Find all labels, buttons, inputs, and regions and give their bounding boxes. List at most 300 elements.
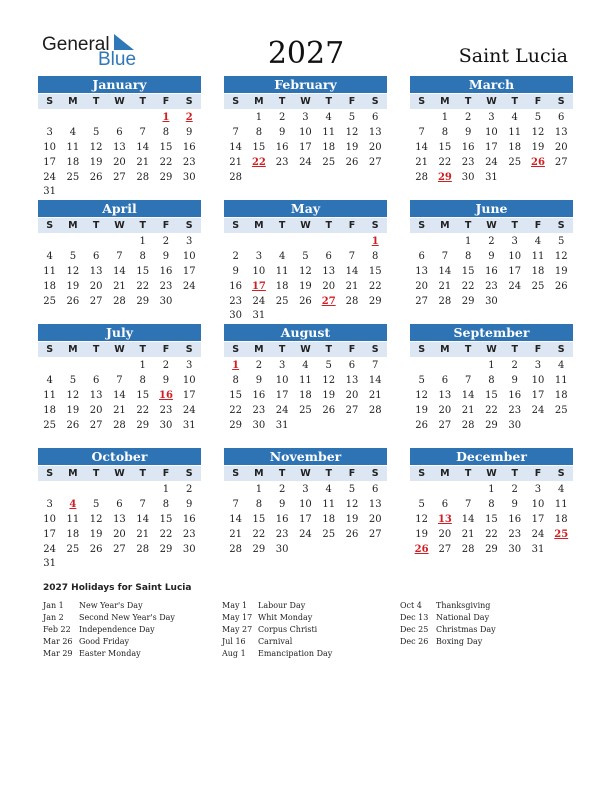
holiday-day-cell: 26: [414, 543, 429, 555]
day-cell: 30: [159, 419, 173, 431]
day-cell: 28: [229, 171, 242, 183]
day-cell: 24: [531, 404, 545, 416]
day-cell: 16: [182, 513, 196, 525]
day-cell: 30: [182, 171, 196, 183]
day-cell: 13: [345, 374, 359, 386]
day-cell: 14: [136, 141, 150, 153]
day-cell: 22: [438, 156, 452, 168]
day-cell: 30: [508, 419, 522, 431]
day-cell: 22: [368, 280, 382, 292]
month-february: [224, 76, 387, 184]
holiday-entry: [400, 612, 496, 624]
day-cell: 29: [485, 419, 498, 431]
blank-cell: [131, 110, 154, 125]
day-cell: 5: [558, 236, 565, 247]
day-cell: 16: [508, 389, 522, 401]
day-cell: 29: [229, 419, 242, 431]
day-cell: 13: [368, 498, 382, 510]
day-cell: 22: [229, 404, 242, 416]
holiday-day-cell: 25: [554, 528, 569, 540]
month-july: [38, 324, 201, 432]
day-cell: 25: [508, 156, 522, 168]
day-cell: 28: [136, 171, 150, 183]
day-cell: 24: [508, 280, 522, 292]
day-cell: 11: [322, 498, 336, 510]
month-title: December: [410, 448, 573, 465]
day-cell: 6: [92, 250, 100, 262]
day-cell: 2: [162, 360, 170, 371]
day-cell: 26: [89, 543, 103, 555]
weekday-label: T: [325, 344, 332, 355]
day-cell: 29: [485, 543, 498, 555]
day-cell: 28: [415, 171, 428, 183]
day-cell: 18: [531, 265, 545, 277]
day-cell: 9: [278, 498, 286, 510]
weekday-label: F: [348, 468, 356, 479]
day-cell: 6: [325, 250, 332, 262]
day-cell: 5: [92, 126, 100, 138]
holiday-column: [222, 600, 332, 660]
weekday-header: [224, 94, 387, 109]
day-cell: 18: [322, 513, 336, 525]
holiday-entry: [222, 624, 332, 636]
day-cell: 13: [89, 265, 103, 277]
weekday-label: W: [300, 96, 311, 107]
calendar-year: 2027: [267, 36, 345, 71]
holiday-date: May 17: [222, 613, 253, 622]
day-cell: 17: [531, 513, 545, 525]
day-cell: 22: [461, 280, 475, 292]
day-cell: 1: [441, 112, 449, 123]
month-title: October: [38, 448, 201, 465]
day-cell: 30: [508, 543, 522, 555]
day-cell: 30: [252, 419, 266, 431]
holiday-name: Emancipation Day: [258, 649, 333, 658]
day-cell: 9: [186, 498, 193, 510]
day-cell: 23: [229, 295, 242, 307]
day-cell: 23: [159, 404, 173, 416]
day-cell: 3: [186, 360, 193, 371]
day-cell: 4: [325, 484, 332, 495]
day-cell: 13: [438, 389, 452, 401]
weekday-header: [224, 342, 387, 357]
day-cell: 1: [139, 360, 146, 371]
weekday-label: T: [278, 344, 286, 355]
weekday-label: W: [114, 96, 125, 107]
day-cell: 21: [136, 528, 150, 540]
day-cell: 30: [159, 295, 173, 307]
holiday-day-cell: 17: [251, 280, 266, 292]
day-cell: 21: [461, 404, 475, 416]
day-cell: 19: [415, 528, 428, 540]
weekday-label: S: [46, 344, 54, 355]
day-cell: 15: [485, 389, 498, 401]
blank-cell: [224, 482, 247, 497]
day-cell: 17: [182, 265, 196, 277]
day-cell: 7: [464, 498, 472, 510]
day-cell: 16: [508, 513, 522, 525]
day-cell: 19: [322, 389, 336, 401]
day-cell: 27: [368, 156, 382, 168]
weekday-label: T: [139, 96, 146, 107]
day-cell: 28: [113, 295, 126, 307]
day-cell: 23: [159, 280, 173, 292]
day-cell: 25: [43, 295, 56, 307]
day-cell: 2: [511, 360, 518, 371]
day-cell: 16: [275, 141, 289, 153]
holiday-column: [400, 600, 496, 648]
day-cell: 24: [252, 295, 266, 307]
blank-cell: [433, 234, 456, 249]
day-cell: 22: [485, 404, 498, 416]
day-cell: 18: [43, 404, 56, 416]
day-cell: 11: [554, 498, 568, 510]
day-cell: 3: [46, 498, 53, 510]
holiday-date: Aug 1: [222, 649, 246, 658]
day-cell: 31: [43, 558, 56, 570]
month-title: February: [224, 76, 387, 93]
day-cell: 10: [43, 513, 56, 525]
weekday-header: [38, 94, 201, 109]
day-cell: 25: [275, 295, 289, 307]
blank-cell: [224, 110, 247, 125]
day-cell: 8: [488, 374, 495, 386]
weekday-header: [38, 466, 201, 481]
day-grid: [224, 482, 387, 556]
day-cell: 6: [348, 360, 356, 371]
day-cell: 29: [159, 543, 173, 555]
day-cell: 20: [438, 404, 452, 416]
day-grid: [38, 234, 201, 308]
day-cell: 20: [554, 141, 568, 153]
weekday-label: S: [185, 96, 193, 107]
day-cell: 2: [511, 484, 518, 495]
day-cell: 3: [534, 360, 542, 371]
weekday-header: [224, 466, 387, 481]
day-cell: 27: [368, 528, 382, 540]
day-cell: 6: [372, 484, 379, 495]
blank-cell: [294, 234, 317, 249]
day-cell: 11: [66, 513, 80, 525]
day-cell: 3: [488, 112, 495, 123]
day-cell: 4: [302, 360, 309, 371]
day-cell: 5: [302, 250, 309, 262]
day-grid: [410, 482, 573, 556]
day-cell: 17: [275, 389, 289, 401]
day-cell: 17: [43, 156, 56, 168]
day-cell: 2: [186, 484, 193, 495]
day-cell: 23: [252, 404, 266, 416]
month-title: January: [38, 76, 201, 93]
day-cell: 11: [508, 126, 522, 138]
blank-cell: [85, 482, 108, 497]
day-cell: 27: [438, 543, 452, 555]
day-cell: 26: [554, 280, 568, 292]
month-january: [38, 76, 201, 199]
day-cell: 17: [299, 141, 312, 153]
holiday-name: Whit Monday: [258, 613, 313, 622]
month-october: [38, 448, 201, 571]
day-cell: 11: [531, 250, 545, 262]
day-cell: 28: [461, 543, 475, 555]
blank-cell: [61, 358, 84, 373]
day-cell: 15: [461, 265, 475, 277]
day-cell: 20: [113, 528, 126, 540]
day-cell: 4: [325, 112, 332, 123]
day-cell: 21: [113, 404, 126, 416]
weekday-label: T: [464, 96, 472, 107]
holiday-entry: [43, 636, 175, 648]
day-cell: 18: [554, 513, 568, 525]
day-cell: 8: [255, 498, 263, 510]
day-cell: 18: [508, 141, 522, 153]
weekday-label: S: [418, 96, 426, 107]
holiday-entry: [400, 624, 496, 636]
country-name: Saint Lucia: [458, 45, 568, 67]
day-grid: [224, 234, 387, 323]
day-grid: [38, 110, 201, 199]
day-cell: 6: [116, 126, 123, 138]
day-cell: 1: [464, 236, 472, 247]
blank-cell: [108, 482, 131, 497]
day-cell: 15: [229, 389, 242, 401]
day-cell: 2: [278, 484, 286, 495]
blank-cell: [38, 110, 61, 125]
blank-cell: [85, 234, 108, 249]
weekday-header: [410, 466, 573, 481]
holiday-day-cell: 16: [159, 389, 173, 401]
weekday-label: W: [300, 344, 311, 355]
weekday-label: W: [300, 468, 311, 479]
day-cell: 24: [485, 156, 498, 168]
weekday-label: S: [46, 220, 54, 231]
holiday-date: Mar 29: [43, 649, 73, 658]
weekday-label: S: [371, 468, 379, 479]
day-cell: 9: [162, 374, 170, 386]
day-cell: 27: [89, 419, 103, 431]
weekday-label: W: [486, 96, 497, 107]
weekday-label: M: [68, 468, 78, 479]
holiday-entry: [222, 648, 332, 660]
day-cell: 14: [415, 141, 428, 153]
holiday-date: Oct 4: [400, 601, 422, 610]
day-cell: 15: [368, 265, 382, 277]
blank-cell: [224, 234, 247, 249]
holiday-day-cell: 1: [232, 360, 240, 371]
weekday-label: T: [278, 96, 286, 107]
day-cell: 17: [299, 513, 312, 525]
day-cell: 22: [136, 280, 150, 292]
month-title: March: [410, 76, 573, 93]
blank-cell: [457, 482, 480, 497]
day-cell: 30: [182, 543, 196, 555]
day-cell: 30: [461, 171, 475, 183]
day-cell: 9: [162, 250, 170, 262]
day-cell: 24: [182, 280, 196, 292]
day-cell: 18: [322, 141, 336, 153]
weekday-label: F: [534, 468, 542, 479]
day-cell: 14: [136, 513, 150, 525]
day-cell: 1: [255, 112, 263, 123]
day-cell: 21: [438, 280, 452, 292]
holiday-date: Feb 22: [43, 625, 71, 634]
day-cell: 5: [325, 360, 332, 371]
holiday-column: [43, 600, 175, 660]
blank-cell: [340, 234, 363, 249]
blank-cell: [108, 234, 131, 249]
day-cell: 6: [92, 374, 100, 386]
weekday-label: S: [232, 96, 240, 107]
day-cell: 3: [46, 126, 53, 138]
weekday-label: T: [92, 220, 100, 231]
day-cell: 22: [485, 528, 498, 540]
day-cell: 9: [255, 374, 263, 386]
day-cell: 20: [89, 280, 103, 292]
day-cell: 29: [136, 295, 150, 307]
day-cell: 7: [139, 126, 146, 138]
day-grid: [410, 110, 573, 184]
day-cell: 2: [232, 250, 239, 262]
blank-cell: [410, 234, 433, 249]
weekday-label: F: [162, 220, 170, 231]
day-cell: 12: [415, 513, 428, 525]
day-cell: 24: [43, 543, 56, 555]
holiday-date: Dec 26: [400, 637, 429, 646]
day-cell: 12: [66, 265, 80, 277]
day-cell: 5: [348, 484, 356, 495]
day-cell: 14: [438, 265, 452, 277]
day-cell: 26: [66, 419, 80, 431]
day-cell: 1: [488, 484, 495, 495]
day-cell: 1: [255, 484, 263, 495]
day-cell: 30: [229, 310, 242, 322]
holiday-date: Jul 16: [222, 637, 246, 646]
weekday-label: S: [418, 468, 426, 479]
blank-cell: [61, 482, 84, 497]
holiday-entry: [43, 600, 175, 612]
day-cell: 28: [229, 543, 242, 555]
weekday-label: T: [325, 220, 332, 231]
day-cell: 9: [488, 250, 495, 262]
blank-cell: [457, 358, 480, 373]
day-cell: 20: [368, 141, 382, 153]
day-cell: 20: [415, 280, 428, 292]
day-cell: 10: [43, 141, 56, 153]
day-cell: 9: [511, 374, 518, 386]
day-cell: 3: [302, 112, 309, 123]
day-cell: 8: [488, 498, 495, 510]
blank-cell: [38, 482, 61, 497]
weekday-label: S: [371, 220, 379, 231]
day-cell: 2: [464, 112, 472, 123]
day-cell: 27: [438, 419, 452, 431]
day-cell: 26: [66, 295, 80, 307]
day-cell: 15: [136, 389, 150, 401]
day-cell: 17: [182, 389, 196, 401]
day-cell: 19: [345, 141, 359, 153]
day-cell: 31: [252, 310, 266, 322]
day-cell: 3: [511, 236, 518, 247]
weekday-label: T: [92, 344, 100, 355]
day-cell: 20: [322, 280, 336, 292]
day-grid: [224, 110, 387, 184]
month-title: April: [38, 200, 201, 217]
day-cell: 7: [348, 250, 356, 262]
day-cell: 7: [464, 374, 472, 386]
weekday-label: T: [464, 220, 472, 231]
month-title: September: [410, 324, 573, 341]
weekday-label: S: [46, 96, 54, 107]
day-cell: 23: [508, 528, 522, 540]
day-cell: 23: [275, 156, 289, 168]
weekday-label: F: [534, 96, 542, 107]
blank-cell: [131, 482, 154, 497]
weekday-label: M: [254, 220, 264, 231]
month-title: July: [38, 324, 201, 341]
holiday-date: May 27: [222, 625, 253, 634]
day-cell: 21: [136, 156, 150, 168]
day-cell: 30: [275, 543, 289, 555]
day-cell: 22: [252, 528, 266, 540]
day-cell: 18: [43, 280, 56, 292]
day-cell: 16: [182, 141, 196, 153]
month-november: [224, 448, 387, 556]
day-cell: 16: [461, 141, 475, 153]
weekday-label: T: [511, 96, 518, 107]
day-cell: 21: [415, 156, 428, 168]
holiday-date: May 1: [222, 601, 248, 610]
day-cell: 8: [232, 374, 239, 386]
month-august: [224, 324, 387, 432]
logo-word-general: General: [42, 34, 110, 55]
day-cell: 4: [46, 250, 53, 262]
day-cell: 11: [554, 374, 568, 386]
day-cell: 27: [345, 404, 359, 416]
day-cell: 1: [162, 484, 170, 495]
holiday-entry: [400, 636, 496, 648]
month-september: [410, 324, 573, 432]
day-cell: 25: [66, 171, 80, 183]
weekday-label: S: [185, 468, 193, 479]
day-cell: 14: [113, 265, 126, 277]
day-cell: 2: [255, 360, 263, 371]
weekday-label: F: [348, 344, 356, 355]
weekday-label: S: [232, 220, 240, 231]
weekday-label: W: [114, 468, 125, 479]
day-cell: 2: [162, 236, 170, 247]
day-cell: 14: [368, 374, 382, 386]
logo-word-blue: Blue: [98, 49, 137, 70]
day-cell: 24: [182, 404, 196, 416]
day-cell: 21: [113, 280, 126, 292]
weekday-label: S: [185, 220, 193, 231]
day-grid: [410, 234, 573, 308]
day-cell: 14: [461, 513, 475, 525]
day-cell: 5: [534, 112, 542, 123]
day-cell: 12: [415, 389, 428, 401]
day-cell: 20: [345, 389, 359, 401]
day-cell: 29: [159, 171, 173, 183]
day-cell: 29: [461, 295, 475, 307]
day-cell: 10: [485, 126, 498, 138]
weekday-label: W: [114, 344, 125, 355]
weekday-header: [410, 94, 573, 109]
day-cell: 19: [299, 280, 312, 292]
day-cell: 24: [275, 404, 289, 416]
holiday-day-cell: 4: [69, 498, 77, 510]
day-cell: 16: [229, 280, 242, 292]
day-cell: 4: [69, 126, 77, 138]
